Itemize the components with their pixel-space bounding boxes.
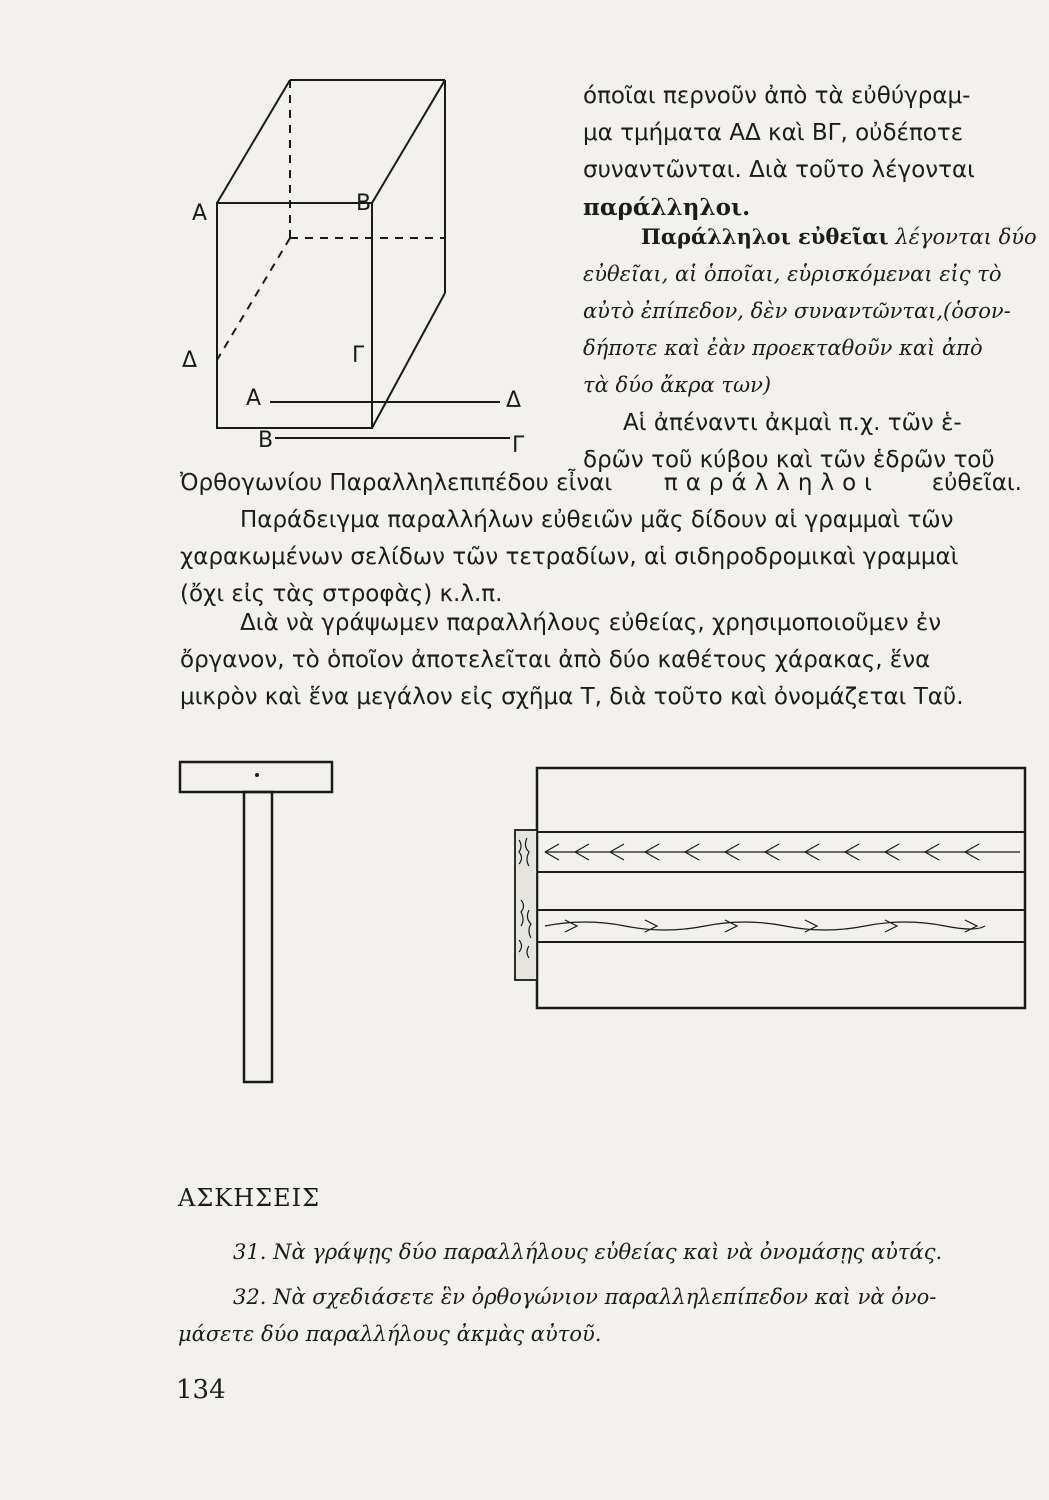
example-paragraph xyxy=(180,502,1022,613)
segment-label-d: Δ xyxy=(506,388,522,413)
edges-line-1: Αἱ ἀπέναντι ἀκμαὶ π.χ. τῶν ἑ- xyxy=(623,410,962,436)
exercises-heading: ΑΣΚΗΣΕΙΣ xyxy=(178,1184,321,1212)
intro-line-3: συναντῶνται. Διὰ τοῦτο λέγονται xyxy=(583,157,975,183)
page-number: 134 xyxy=(176,1375,226,1405)
example-line-1: Παράδειγμα παραλλήλων εὐθειῶν μᾶς δίδουν αἱ γραμμαὶ τῶν xyxy=(240,507,954,533)
definition-line-4: δήποτε καὶ ἐὰν προεκταθοῦν καὶ ἀπὸ xyxy=(583,336,983,360)
definition-line-5: τὰ δύο ἄκρα των) xyxy=(583,373,772,397)
tsquare-line-1: Διὰ νὰ γράψωμεν παραλλήλους εὐθείας, χρησιμοποιοῦμεν ἐν xyxy=(240,610,942,636)
exercise-32 xyxy=(178,1279,1020,1353)
intro-line-1: όποῖαι περνοῦν ἀπὸ τὰ εὐθύγραμ- xyxy=(583,83,971,109)
example-line-3: (ὄχι εἰς τὰς στροφὰς) κ.λ.π. xyxy=(180,581,503,607)
definition-term: Παράλληλοι εὐθεῖαι xyxy=(641,224,889,249)
t-square-figure xyxy=(170,758,340,1088)
definition-rest: λέγονται δύο xyxy=(888,225,1037,249)
box-label-d: Δ xyxy=(182,348,198,373)
edges-line-3-spaced: παράλληλοι xyxy=(663,470,880,496)
tsquare-line-3: μικρὸν καὶ ἕνα μεγάλον εἰς σχῆμα Τ, διὰ τοῦτο καὶ ὀνομάζεται Ταῦ. xyxy=(180,684,964,710)
definition-line-3: αὐτὸ ἐπίπεδον, δὲν συναντῶνται,(ὁσον- xyxy=(583,299,1011,323)
box-label-a: A xyxy=(192,201,208,226)
edges-line-2: δρῶν τοῦ κύβου καὶ τῶν ἑδρῶν τοῦ xyxy=(583,447,995,473)
tsquare-paragraph xyxy=(180,605,1022,716)
drafting-board xyxy=(537,768,1025,1008)
segment-label-b: B xyxy=(258,428,274,453)
box-label-b: B xyxy=(356,191,372,216)
t-square-blade xyxy=(244,792,272,1082)
exercise-31: 31. Νὰ γράψῃς δύο παραλλήλους εὐθείας καὶ νὰ ὀνομάσῃς αὐτάς. xyxy=(233,1240,943,1264)
definition-paragraph xyxy=(583,218,1037,404)
exercise-32-line-2: μάσετε δύο παραλλήλους ἀκμὰς αὐτοῦ. xyxy=(178,1322,602,1346)
intro-line-4: παράλληλοι. xyxy=(583,194,751,221)
box-figure xyxy=(160,60,560,480)
definition-line-2: εὐθεῖαι, αἱ ὁποῖαι, εὑρισκόμεναι εἰς τὸ xyxy=(583,262,1002,286)
drafting-board-figure xyxy=(505,760,1035,1020)
segment-label-a: A xyxy=(246,386,262,411)
box-label-g: Γ xyxy=(352,343,365,368)
tsquare-line-2: ὄργανον, τὸ ὁποῖον ἀποτελεῖται ἀπὸ δύο καθέτους χάρακας, ἕνα xyxy=(180,647,931,673)
intro-paragraph xyxy=(583,78,1025,226)
edges-line-3-end: εὐθεῖαι. xyxy=(931,470,1022,496)
edges-line-3-start: Ὀρθογωνίου Παραλληλεπιπέδου εἶναι xyxy=(180,470,613,496)
segment-label-g: Γ xyxy=(512,433,525,458)
intro-line-2: μα τμήματα ΑΔ καὶ ΒΓ, οὐδέποτε xyxy=(583,120,964,146)
edges-line-3-row xyxy=(180,465,1022,502)
exercise-32-line-1: 32. Νὰ σχεδιάσετε ἓν ὀρθογώνιον παραλληλεπίπεδον καὶ νὰ ὀνο- xyxy=(233,1285,937,1309)
definition-line-1 xyxy=(583,218,1037,256)
example-line-2: χαρακωμένων σελίδων τῶν τετραδίων, αἱ σιδηροδρομικαὶ γραμμαὶ xyxy=(180,544,959,570)
t-square-head xyxy=(180,762,332,792)
box-front-face xyxy=(217,203,372,428)
